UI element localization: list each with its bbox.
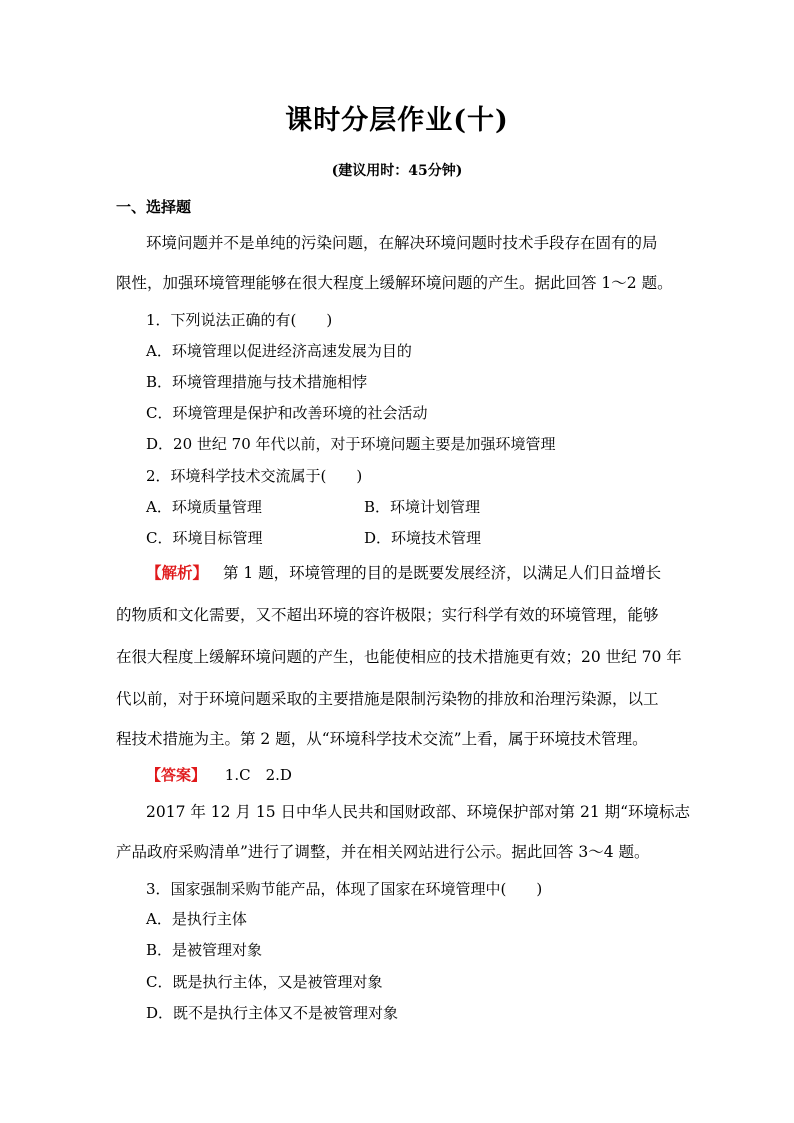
- analysis-line5: 程技术措施为主。第 2 题，从“环境科学技术交流”上看，属于环境技术管理。: [116, 730, 648, 748]
- q2-option-b: B．环境计划管理: [364, 498, 481, 516]
- q2-option-c: C．环境目标管理: [146, 529, 263, 547]
- intro2-line1: 2017 年 12 月 15 日中华人民共和国财政部、环境保护部对第 21 期“环境标志: [146, 803, 691, 821]
- q3-option-a: A．是执行主体: [146, 910, 247, 928]
- q1-option-a: A．环境管理以促进经济高速发展为目的: [146, 342, 412, 360]
- q1-option-b: B．环境管理措施与技术措施相悖: [146, 373, 368, 391]
- analysis-tag: 【解析】: [146, 563, 209, 582]
- answer-text: 1.C 2.D: [224, 766, 292, 784]
- intro1-line1: 环境问题并不是单纯的污染问题，在解决环境问题时技术手段存在固有的局: [146, 234, 658, 252]
- analysis-line1: [146, 561, 716, 583]
- answer-line: [146, 764, 716, 785]
- analysis-line4: 代以前，对于环境问题采取的主要措施是限制污染物的排放和治理污染源，以工: [116, 690, 659, 708]
- section-heading: 一、选择题: [116, 198, 192, 216]
- suggested-time: (建议用时：45分钟): [331, 163, 463, 179]
- analysis-line3: 在很大程度上缓解环境问题的产生，也能使相应的技术措施更有效；20 世纪 70 年: [116, 648, 682, 666]
- q3-stem: 3．国家强制采购节能产品，体现了国家在环境管理中( ): [146, 880, 543, 898]
- analysis-text-1: 第 1 题，环境管理的目的是既要发展经济，以满足人们日益增长: [222, 564, 662, 582]
- answer-tag: 【答案】: [146, 766, 207, 784]
- q1-stem: 1．下列说法正确的有( ): [146, 311, 333, 329]
- intro2-line2: 产品政府采购清单”进行了调整，并在相关网站进行公示。据此回答 3～4 题。: [116, 843, 650, 861]
- intro1-line2: 限性，加强环境管理能够在很大程度上缓解环境问题的产生。据此回答 1～2 题。: [116, 274, 673, 292]
- q2-option-d: D．环境技术管理: [364, 529, 482, 547]
- q2-stem: 2．环境科学技术交流属于( ): [146, 467, 363, 485]
- analysis-line2: 的物质和文化需要，又不超出环境的容许极限；实行科学有效的环境管理，能够: [116, 606, 659, 624]
- q1-option-c: C．环境管理是保护和改善环境的社会活动: [146, 404, 428, 422]
- q3-option-d: D．既不是执行主体又不是被管理对象: [146, 1004, 399, 1022]
- q3-option-c: C．既是执行主体，又是被管理对象: [146, 973, 383, 991]
- page-title: 课时分层作业(十): [285, 105, 509, 136]
- q2-option-a: A．环境质量管理: [146, 498, 262, 516]
- q3-option-b: B．是被管理对象: [146, 941, 263, 959]
- q1-option-d: D．20 世纪 70 年代以前，对于环境问题主要是加强环境管理: [146, 435, 556, 453]
